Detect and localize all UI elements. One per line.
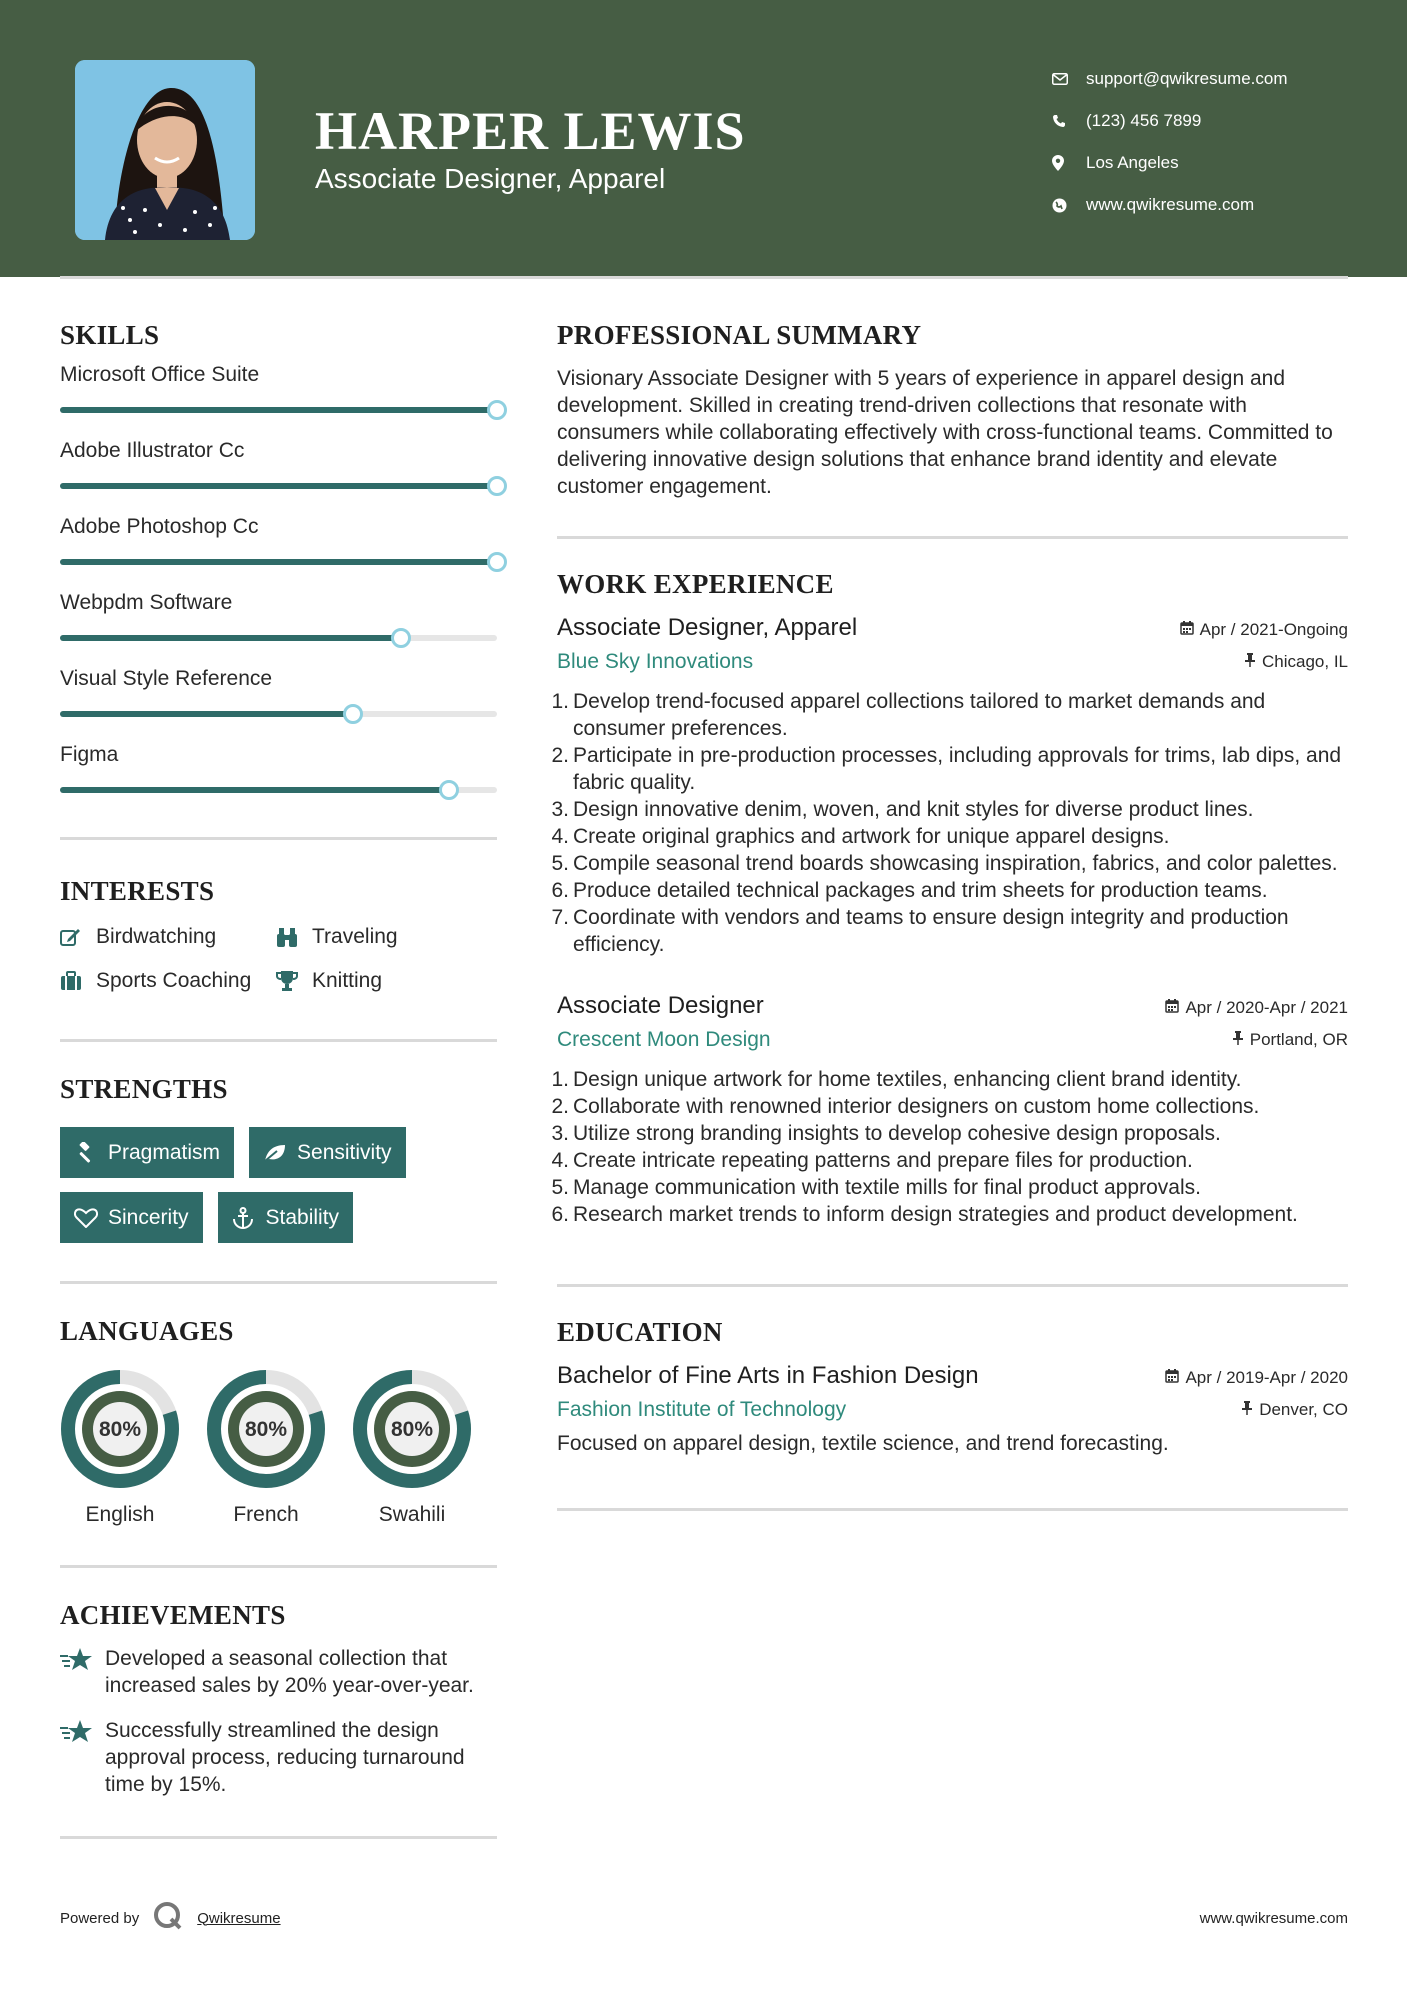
right-column [551,320,1348,1511]
section-divider [60,837,497,840]
skill-row [60,363,497,427]
skill-bar-knob [391,628,411,648]
job-dates [1165,998,1348,1018]
section-divider [60,1281,497,1284]
phone-icon [1052,114,1086,128]
profile-photo [75,60,255,240]
skill-bar [60,711,497,717]
language-percent: 80% [244,1418,288,1441]
job-duty: 5. Manage communication with textile mills for final product approvals. [551,1176,1201,1199]
job-duty: 3. Design innovative denim, woven, and knit styles for diverse product lines. [551,798,1254,821]
skill-bar [60,483,497,489]
email-icon [1052,73,1086,85]
strengths-title: STRENGTHS [60,1074,228,1104]
languages-section [60,1316,497,1527]
interest-label: Sports Coaching [96,969,252,992]
qwikresume-logo-icon [153,1901,183,1935]
candidate-role: Associate Designer, Apparel [315,163,666,194]
interest-label: Birdwatching [96,925,217,948]
job-dates-text: Apr / 2021-Ongoing [1199,620,1348,639]
language-item [60,1369,180,1527]
degree-title: Bachelor of Fine Arts in Fashion Design [557,1362,979,1389]
interests-section [60,876,497,993]
powered-by [60,1901,281,1935]
strength-chip [60,1127,234,1178]
job-duty: 5. Compile seasonal trend boards showcasing inspiration, fabrics, and color palettes. [551,852,1338,875]
powered-by-label: Powered by [60,1909,140,1927]
strength-chip [60,1192,203,1243]
summary-section [557,320,1348,500]
language-name: Swahili [378,1503,446,1526]
star-icon [60,1717,105,1798]
section-divider [60,1565,497,1568]
calendar-icon [1180,620,1194,640]
strength-chip [249,1127,406,1178]
strength-label: Pragmatism [108,1140,221,1164]
job-duty: 1. Design unique artwork for home textiles, enhancing client brand identity. [551,1068,1242,1091]
pin-icon [1232,1030,1244,1050]
brand-link[interactable]: Qwikresume [197,1909,281,1927]
skill-bar-fill [60,407,497,413]
strengths-list [60,1127,497,1243]
education-location [1241,1400,1348,1420]
experience-title: WORK EXPERIENCE [557,569,834,599]
map-pin-icon [1052,155,1086,171]
skill-name: Microsoft Office Suite [60,363,260,386]
job-entry [551,614,1348,958]
skill-bar-knob [487,400,507,420]
strength-label: Sincerity [108,1205,189,1229]
section-divider [557,1508,1348,1511]
job-duty: 7. Coordinate with vendors and teams to ensure design integrity and production efficiency. [551,906,1289,956]
languages-title: LANGUAGES [60,1316,234,1346]
interests-title: INTERESTS [60,876,215,906]
company-name: Crescent Moon Design [557,1028,771,1051]
skill-bar-knob [439,780,459,800]
star-icon [60,1645,105,1699]
leaf-icon [263,1143,297,1163]
language-name: French [233,1503,299,1526]
job-duties [551,688,1348,958]
location-text: Los Angeles [1086,153,1179,172]
strengths-section [60,1074,497,1243]
job-location-text: Chicago, IL [1262,652,1348,671]
language-ring [206,1369,326,1489]
edit-icon [60,927,96,947]
skill-bar [60,559,497,565]
achievement-item [60,1717,497,1798]
job-duty: 4. Create intricate repeating patterns and prepare files for production. [551,1149,1193,1172]
job-duties [551,1066,1348,1228]
section-divider [557,536,1348,539]
job-dates-text: Apr / 2020-Apr / 2021 [1185,998,1348,1017]
contact-phone[interactable] [1052,100,1288,142]
skill-bar-knob [487,476,507,496]
language-ring [352,1369,472,1489]
interest-item [60,969,276,993]
skill-bar-fill [60,787,449,793]
education-dates-text: Apr / 2019-Apr / 2020 [1185,1368,1348,1387]
summary-title: PROFESSIONAL SUMMARY [557,320,922,350]
skill-name: Visual Style Reference [60,667,273,690]
job-dates [1180,620,1348,640]
achievements-title: ACHIEVEMENTS [60,1600,286,1630]
section-divider [60,1039,497,1042]
strength-chip [218,1192,354,1243]
left-column [60,320,497,1839]
phone-text: (123) 456 7899 [1086,111,1202,130]
job-title: Associate Designer [557,992,764,1019]
footer-url[interactable]: www.qwikresume.com [1199,1909,1348,1927]
website-text: www.qwikresume.com [1086,195,1255,214]
education-section [557,1317,1348,1456]
languages-list [60,1369,497,1527]
strength-label: Sensitivity [297,1140,392,1164]
skill-bar-fill [60,559,497,565]
calendar-icon [1165,998,1179,1018]
skill-bar [60,635,497,641]
skill-name: Webpdm Software [60,591,233,614]
header-divider [60,276,1348,279]
language-item [206,1369,326,1527]
skill-bar-fill [60,635,401,641]
summary-text: Visionary Associate Designer with 5 years of experience in apparel design and development. Skilled in creating trend-driven collections that resonate with consumers while collaborating effectively with cross-functional teams. Committed to delivering innovative design solutions that enhance brand identity and elevate customer engagement. [557,367,1333,498]
job-duty: 3. Utilize strong branding insights to develop cohesive design proposals. [551,1122,1221,1145]
skill-row [60,439,497,503]
interests-list [60,925,497,993]
contact-location [1052,142,1288,184]
candidate-name: HARPER LEWIS [315,101,746,161]
job-location-text: Portland, OR [1249,1030,1348,1049]
heart-icon [74,1208,108,1228]
skill-bar [60,787,497,793]
skill-bar-fill [60,711,353,717]
education-entry [557,1362,1348,1456]
anchor-icon [232,1207,266,1229]
education-dates [1165,1368,1348,1388]
interest-label: Traveling [312,925,398,948]
language-ring [60,1369,180,1489]
briefcase-icon [60,971,96,991]
strength-label: Stability [265,1205,340,1229]
section-divider [60,1836,497,1839]
contact-list [1052,58,1288,226]
education-title: EDUCATION [557,1317,723,1347]
skill-bar [60,407,497,413]
company-name: Blue Sky Innovations [557,650,754,673]
language-percent: 80% [390,1418,434,1441]
skill-name: Figma [60,743,119,766]
skill-bar-knob [343,704,363,724]
achievement-item [60,1645,497,1699]
skill-bar-fill [60,483,497,489]
interest-item [276,969,476,993]
education-description: Focused on apparel design, textile science, and trend forecasting. [557,1432,1169,1455]
interest-item [276,925,476,949]
job-duty: 2. Participate in pre-production processes, including approvals for trims, lab dips, and fabric quality. [551,744,1342,794]
skill-name: Adobe Photoshop Cc [60,515,259,538]
section-divider [557,1284,1348,1287]
skills-title: SKILLS [60,320,160,350]
contact-email[interactable] [1052,58,1288,100]
job-duty: 1. Develop trend-focused apparel collections tailored to market demands and consumer preferences. [551,690,1266,740]
page-footer [60,1898,1348,1938]
achievement-text: Successfully streamlined the design approval process, reducing turnaround time by 15%. [105,1719,465,1796]
resume-header [0,0,1407,277]
skill-bar-knob [487,552,507,572]
interest-item [60,925,276,949]
language-item [352,1369,472,1527]
calendar-icon [1165,1368,1179,1388]
school-name: Fashion Institute of Technology [557,1398,847,1421]
gavel-icon [74,1142,108,1164]
achievement-text: Developed a seasonal collection that increased sales by 20% year-over-year. [105,1647,474,1697]
pin-icon [1241,1400,1253,1420]
skills-list [60,363,497,807]
interest-label: Knitting [312,969,383,992]
job-title: Associate Designer, Apparel [557,614,858,641]
education-location-text: Denver, CO [1259,1400,1348,1419]
experience-section [551,569,1348,1228]
job-location [1232,1030,1348,1050]
skill-row [60,591,497,655]
globe-icon [1052,198,1086,213]
skills-section [60,320,497,807]
trophy-icon [276,970,312,992]
skill-row [60,667,497,731]
jobs-list [551,614,1348,1228]
achievements-section [60,1600,497,1798]
language-name: English [85,1503,155,1526]
job-entry [551,992,1348,1228]
pin-icon [1244,652,1256,672]
contact-website[interactable] [1052,184,1288,226]
skill-row [60,515,497,579]
skill-row [60,743,497,807]
binoculars-icon [276,926,312,948]
job-duty: 2. Collaborate with renowned interior designers on custom home collections. [551,1095,1260,1118]
language-percent: 80% [98,1418,142,1441]
email-text: support@qwikresume.com [1086,69,1288,88]
job-duty: 6. Produce detailed technical packages and trim sheets for production teams. [551,879,1268,902]
job-duty: 4. Create original graphics and artwork for unique apparel designs. [551,825,1170,848]
job-location [1244,652,1348,672]
job-duty: 6. Research market trends to inform design strategies and product development. [551,1203,1298,1226]
skill-name: Adobe Illustrator Cc [60,439,245,462]
